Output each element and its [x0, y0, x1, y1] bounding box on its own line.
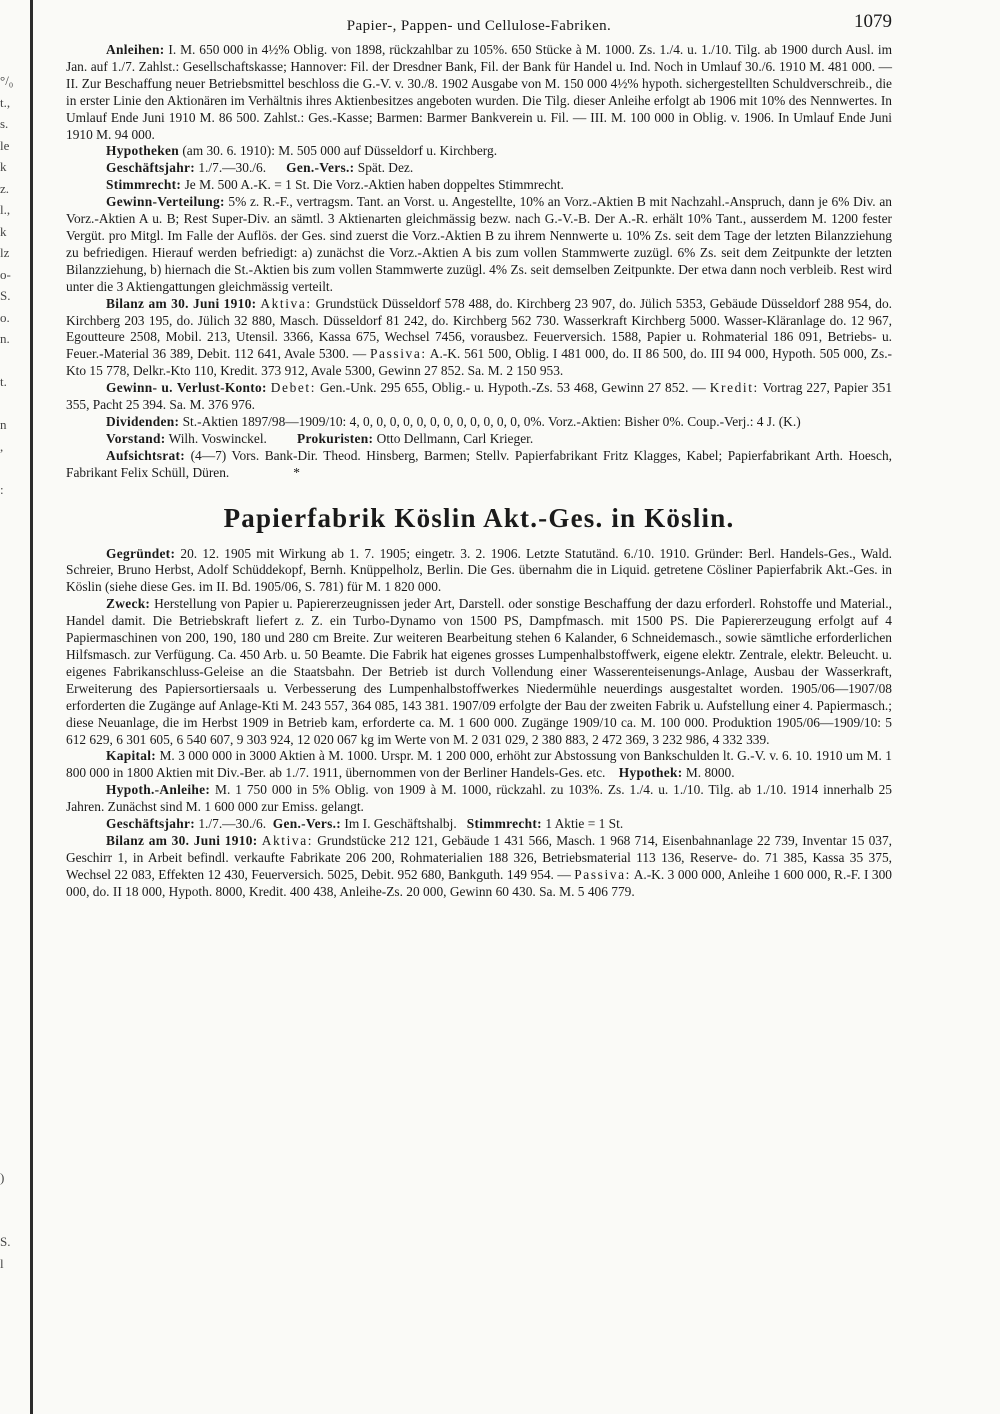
prev-column-fragment	[0, 823, 26, 845]
label-stimmrecht: Stimmrecht:	[106, 177, 182, 193]
prev-column-fragment	[0, 952, 26, 974]
text-prokuristen: Otto Dellmann, Carl Krieger.	[376, 430, 534, 446]
running-head	[66, 12, 892, 42]
label-zweck: Zweck:	[106, 596, 151, 612]
prev-column-fragment	[0, 866, 26, 888]
prev-column-fragment	[0, 522, 26, 544]
prev-column-fragment	[0, 1124, 26, 1146]
label-hypothek: Hypothek:	[618, 765, 683, 781]
label-aktiva-2: Aktiva:	[261, 832, 314, 848]
prev-column-fragment: t.	[0, 374, 7, 389]
label-gegruendet: Gegründet:	[106, 545, 176, 561]
prev-column-fragment	[0, 586, 26, 608]
entry-geschaeftsjahr-2	[66, 816, 892, 833]
label-gewinn-verteilung: Gewinn-Verteilung:	[106, 194, 225, 210]
label-aktiva: Aktiva:	[260, 295, 312, 311]
text-gegruendet: 20. 12. 1905 mit Wirkung ab 1. 7. 1905; eingetr. 3. 2. 1906. Letzte Statutänd. 6./10. 1910. Gründer: Berl. Handels-Ges., Wald. Schreier, Bruno Herbst, Adolf Schüddekopf, Bernh. Knüppelholz, Berlin. Die Ges. übernahm die in Liquid. getretene Cösliner Papierfabrik Akt.-Ges. in Köslin (siehe diese Ges. im II. Bd. 1905/06, S. 781) für M. 1 820 000.	[66, 545, 892, 595]
prev-column-fragment	[0, 543, 26, 565]
company-title: Papierfabrik Köslin Akt.-Ges. in Köslin.	[223, 502, 735, 533]
label-genvers: Gen.-Vers.:	[286, 160, 355, 176]
prev-column-fragment	[0, 1016, 26, 1038]
column-divider-rule	[30, 0, 33, 1414]
text-aktiva-2: Grundstücke 212 121, Gebäude 1 431 566, Masch. 1 968 714, Eisenbahnanlage 22 739, Inventar 15 037, Geschirr 1, in Arbeit befindl. verkaufte Fabrikate 206 200, Rohmaterialien 188 326, Betriebsmaterial 113 136, Reserve- do. 71 385, Kassa 35 375, Wechsel 22 083, Effekten 12 430, Feuerversich. 5025, Debit. 952 680, Bankguth. 149 954. —	[66, 832, 893, 882]
prev-column-fragment: l.,	[0, 202, 11, 217]
prev-column-fragment	[0, 780, 26, 802]
prev-column-fragment	[0, 1038, 26, 1060]
prev-column-fragment	[0, 500, 26, 522]
entry-gegruendet	[66, 546, 892, 597]
label-passiva-2: Passiva:	[574, 866, 631, 882]
label-bilanz-2: Bilanz am 30. Juni 1910:	[106, 832, 258, 848]
label-stimmrecht-2: Stimmrecht:	[466, 816, 542, 832]
label-hypotheken: Hypotheken	[106, 143, 179, 159]
text-kredit: Vortrag 227, Papier 351 355, Pacht 25 394. Sa. M. 376 976.	[66, 380, 893, 413]
entry-anleihen	[66, 42, 892, 143]
label-genvers-2: Gen.-Vers.:	[272, 816, 342, 832]
entry-bilanz	[66, 296, 892, 381]
prev-column-fragment	[0, 887, 26, 909]
entry-vorstand	[66, 431, 892, 448]
label-geschaeftsjahr: Geschäftsjahr:	[106, 160, 195, 176]
text-gewinn-verteilung: 5% z. R.-F., vertragsm. Tant. an Vorst. u. Angestellte, 10% an Vorz.-Aktien B mit Nachzahl.-Anspruch, dann je 6% Div. an Vorz.-Aktien A u. B; Rest Super-Div. an sämtl. 3 Aktienarten gleichmässig bezw. nach G.-V.-B. Der A.-R. erhält 10% Tant., ausserdem M. 1200 fester Vergüt. pro Mitgl. Im Falle der Auflös. der Ges. sind zuerst die Vorz.-Aktien B zu ihrem Nennwerte u. 10% Zs. seit dem Tage der letzten Bilanzziehung zu befriedigen. Hierauf werden befriedigt: a) zunächst die Vorz.-Aktien A bis zum vollen Stammwerte zuzügl. 6% Zs. seit dem Zeitpunkte der letzten Bilanzziehung, b) hiernach die St.-Aktien bis zum vollen Stammwerte zuzügl. 4% Zs. seit demselben Zeitpunkte. Der etwa dann noch verbleib. Rest wird unter die 3 Aktiengattungen gleichmässig verteilt.	[66, 194, 892, 294]
prev-column-fragment: S.	[0, 288, 11, 303]
prev-column-fragment: k	[0, 159, 7, 174]
label-gewinn-verlust: Gewinn- u. Verlust-Konto:	[106, 380, 267, 396]
entry-hypoth-anleihe	[66, 782, 892, 816]
label-prokuristen: Prokuristen:	[297, 430, 374, 446]
prev-column-fragment	[0, 973, 26, 995]
text-passiva: A.-K. 561 500, Oblig. I 481 000, do. II 86 500, do. III 94 000, Hypoth. 505 000, Zs.-Kto 15 778, Delkr.-Kto 110, Kredit. 373 912, Avale 5300, Gewinn 27 852. Sa. M. 2 150 953.	[66, 346, 892, 379]
text-debet: Gen.-Unk. 295 655, Oblig.- u. Hypoth.-Zs. 53 468, Gewinn 27 852. —	[320, 380, 706, 396]
prev-column-fragment: t.,	[0, 94, 11, 110]
entry-kapital	[66, 748, 892, 782]
text-stimmrecht-2: 1 Aktie = 1 St.	[545, 816, 624, 832]
previous-page-column-fragments	[0, 70, 26, 1317]
prev-column-fragment	[0, 1059, 26, 1081]
entry-gewinn-verlust	[66, 380, 892, 414]
entry-dividenden	[66, 414, 892, 431]
text-vorstand: Wilh. Voswinckel.	[168, 430, 267, 446]
entry-bilanz-2	[66, 833, 892, 901]
prev-column-fragment: °/₀	[0, 73, 14, 88]
text-aktiva: Grundstück Düsseldorf 578 488, do. Kirchberg 23 907, do. Jülich 5353, Gebäude Düsseldorf 288 954, do. Kirchberg 203 195, do. Jülich 32 880, Masch. Düsseldorf 81 242, do. Kirchberg 562 730. Wasserkraft Kirchberg 5000. Wasser-Kläranlage do. 12 967, Egoutteure 2508, Mobil. 213, Utensil. 3366, Kassa 675, Wechsel 7456, vorausbez. Feuerversich. 1588, Papier u. Rohmaterial 186 091, Betriebs- u. Feuer.-Material 36 389, Debit. 112 641, Avale 5300. —	[66, 295, 892, 362]
text-hypothek: M. 8000.	[685, 765, 735, 781]
prev-column-fragment	[0, 1274, 26, 1296]
text-anleihen: I. M. 650 000 in 4½% Oblig. von 1898, rückzahlbar zu 105%. 650 Stücke à M. 1000. Zs. 1./4. u. 1./10. Tilg. ab 1900 durch Ausl. im Jan. auf 1./7. Zahlst.: Gesellschaftskasse; Hannover: Fil. der Dresdner Bank, Fil. der Bank für Handel u. Ind. Noch in Umlauf 30./6. 1910 M. 481 000. — II. Zur Beschaffung neuer Betriebsmittel beschloss die G.-V. v. 30./8. 1902 Ausgabe von M. 150 000 4½% hypoth. sichergestellten Schuldverschreib., die in erster Linie den Aktionären im Verhältnis ihres Aktienbesitzes angeboten wurden. Die Tilg. dieser Anleihe erfolgt ab 1906 mit 10% des Nennwertes. In Umlauf Ende Juni 1910 M. 86 500. Zahlst.: Ges.-Kasse; Barmen: Barmer Bankverein u. Fil. — III. M. 100 000 in Oblig. v. 1906. In Umlauf Ende Juni 1910 M. 94 000.	[66, 42, 892, 142]
text-dividenden: St.-Aktien 1897/98—1909/10: 4, 0, 0, 0, 0, 0, 0, 0, 0, 0, 0, 0, 0, 0%. Vorz.-Aktien: Bisher 0%. Coup.-Verj.: 4 J. (K.)	[182, 413, 801, 429]
prev-column-fragment: n.	[0, 331, 10, 346]
entry-geschaeftsjahr-genvers	[66, 160, 892, 177]
prev-column-fragment	[0, 1210, 26, 1232]
prev-column-fragment: z.	[0, 180, 10, 196]
label-kapital: Kapital:	[106, 748, 157, 764]
label-bilanz: Bilanz am 30. Juni 1910:	[106, 295, 257, 311]
text-geschaeftsjahr: 1./7.—30./6.	[198, 160, 267, 176]
prev-column-fragment	[0, 844, 26, 866]
running-head-title: Papier-, Pappen- und Cellulose-Fabriken.	[346, 18, 612, 34]
label-debet: Debet:	[270, 380, 317, 396]
text-kapital: M. 3 000 000 in 3000 Aktien à M. 1000. Urspr. M. 1 200 000, erhöht zur Abstossung von Bankschulden lt. G.-V. v. 6. 10. 1910 um M. 1 800 000 in 1800 Aktien mit Div.-Ber. ab 1./7. 1911, übernommen von der Berliner Handels-Ges. etc.	[66, 748, 892, 781]
prev-column-fragment	[0, 393, 26, 415]
prev-column-fragment: )	[0, 1169, 5, 1185]
prev-column-fragment	[0, 801, 26, 823]
label-anleihen: Anleihen:	[106, 42, 165, 57]
prev-column-fragment: s.	[0, 116, 9, 131]
label-kredit: Kredit:	[709, 380, 759, 396]
prev-column-fragment	[0, 737, 26, 759]
text-zweck: Herstellung von Papier u. Papiererzeugnissen jeder Art, Darstell. oder sonstige Beschaffung der dazu erforderl. Rohstoffe und Material., Handel damit. Die Betriebskraft liefert z. Z. ein Turbo-Dynamo von 1500 PS, Dampfmasch. mit 1500 PS. Die Papiererzeugung erfolgt auf 4 Papiermaschinen von 200, 190, 180 und 280 cm Breite. Zur weiteren Bearbeitung stehen 6 Kalander, 6 Schneidemasch., sowie sämtliche erforderlichen Hilfsmasch. zur Verfügung. Ca. 450 Arb. u. 50 Beamte. Die Fabrik hat eigenes grosses Lumpenhalbstoffwerk, eigene elektr. Zentrale, elektr. Beleucht. u. eigenes Fabrikanschluss-Geleise an die Staatsbahn. Der Betrieb ist durch Vollendung einer Wasserenteisenungs-Anlage, Ausbau der Wasserkraft, Erweiterung des Papiersortiersaals u. Verbesserung des Lumpenhalbstoffwerkes Niedermühle neuerdings ausgestaltet worden. 1905/06—1907/08 erforderten die Zugänge auf Anlage-Kti M. 243 557, 364 085, 143 381. 1907/09 erfolgte der Bau der zweiten Fabrik u. Aufstellung einer 4. Papiermasch.; diese Neuanlage, die im Herbst 1909 in Betrieb kam, erforderte ca. M. 1 600 000. Zugänge 1909/10 ca. M. 100 000. Produktion 1905/06—1909/10: 5 612 629, 6 301 605, 6 540 607, 9 303 924, 12 020 067 kg im Werte von M. 2 031 029, 2 380 883, 2 472 369, 3 232 986, 4 332 339.	[66, 596, 892, 747]
prev-column-fragment	[0, 1296, 26, 1318]
prev-column-fragment	[0, 672, 26, 694]
label-vorstand: Vorstand:	[106, 430, 166, 446]
text-aufsichtsrat: (4—7) Vors. Bank-Dir. Theod. Hinsberg, Barmen; Stellv. Papierfabrikant Fritz Klagges, Kabel; Papierfabrikant Arth. Hoesch, Fabrikant Felix Schüll, Düren.	[66, 447, 892, 480]
label-geschaeftsjahr-2: Geschäftsjahr:	[106, 816, 195, 832]
entry-aufsichtsrat	[66, 448, 892, 482]
prev-column-fragment	[0, 1081, 26, 1103]
text-geschaeftsjahr-2: 1./7.—30./6.	[198, 816, 267, 832]
document-page	[66, 12, 892, 901]
label-dividenden: Dividenden:	[106, 413, 180, 429]
prev-column-fragment	[0, 565, 26, 587]
prev-column-fragment: o-	[0, 266, 11, 282]
prev-column-fragment	[0, 350, 26, 372]
prev-column-fragment	[0, 758, 26, 780]
entry-zweck	[66, 596, 892, 748]
prev-column-fragment: n	[0, 417, 7, 432]
text-genvers: Spät. Dez.	[357, 160, 414, 176]
prev-column-fragment: k	[0, 223, 7, 239]
prev-column-fragment	[0, 629, 26, 651]
entry-stimmrecht	[66, 177, 892, 194]
prev-column-fragment: :	[0, 481, 4, 497]
end-mark: *	[293, 464, 300, 480]
prev-column-fragment	[0, 1188, 26, 1210]
entry-hypotheken	[66, 143, 892, 160]
label-aufsichtsrat: Aufsichtsrat:	[106, 447, 186, 463]
prev-column-fragment	[0, 995, 26, 1017]
text-passiva-2: A.-K. 3 000 000, Anleihe 1 600 000, R.-F. I 300 000, do. II 18 000, Hypoth. 8000, Kredit. 400 438, Anleihe-Zs. 20 000, Gewinn 60 430. Sa. M. 5 406 779.	[66, 866, 893, 899]
prev-column-fragment: l	[0, 1255, 4, 1271]
prev-column-fragment	[0, 694, 26, 716]
prev-column-fragment: ,	[0, 438, 4, 454]
prev-column-fragment	[0, 457, 26, 479]
text-stimmrecht: Je M. 500 A.-K. = 1 St. Die Vorz.-Aktien haben doppeltes Stimmrecht.	[184, 177, 564, 193]
text-hypotheken: (am 30. 6. 1910): M. 505 000 auf Düsseldorf u. Kirchberg.	[182, 143, 498, 159]
entry-gewinn-verteilung	[66, 194, 892, 295]
page-number: 1079	[854, 11, 892, 32]
text-genvers-2: Im I. Geschäftshalbj.	[344, 816, 457, 832]
prev-column-fragment: S.	[0, 1234, 11, 1249]
prev-column-fragment	[0, 1145, 26, 1167]
label-hypoth-anleihe: Hypoth.-Anleihe:	[106, 782, 211, 798]
label-passiva: Passiva:	[369, 346, 427, 362]
text-hypoth-anleihe: M. 1 750 000 in 5% Oblig. von 1909 à M. 1000, rückzahl. zu 103%. Zs. 1./4. u. 1./10. Tilg. ab 1./10. 1914 innerhalb 25 Jahren. Zunächst sind M. 1 600 000 zur Emiss. gelangt.	[66, 782, 892, 815]
prev-column-fragment: lz	[0, 245, 10, 260]
prev-column-fragment	[0, 608, 26, 630]
prev-column-fragment	[0, 909, 26, 931]
prev-column-fragment: le	[0, 137, 10, 153]
prev-column-fragment	[0, 930, 26, 952]
prev-column-fragment	[0, 1102, 26, 1124]
prev-column-fragment	[0, 651, 26, 673]
prev-column-fragment: o.	[0, 309, 10, 325]
prev-column-fragment	[0, 715, 26, 737]
